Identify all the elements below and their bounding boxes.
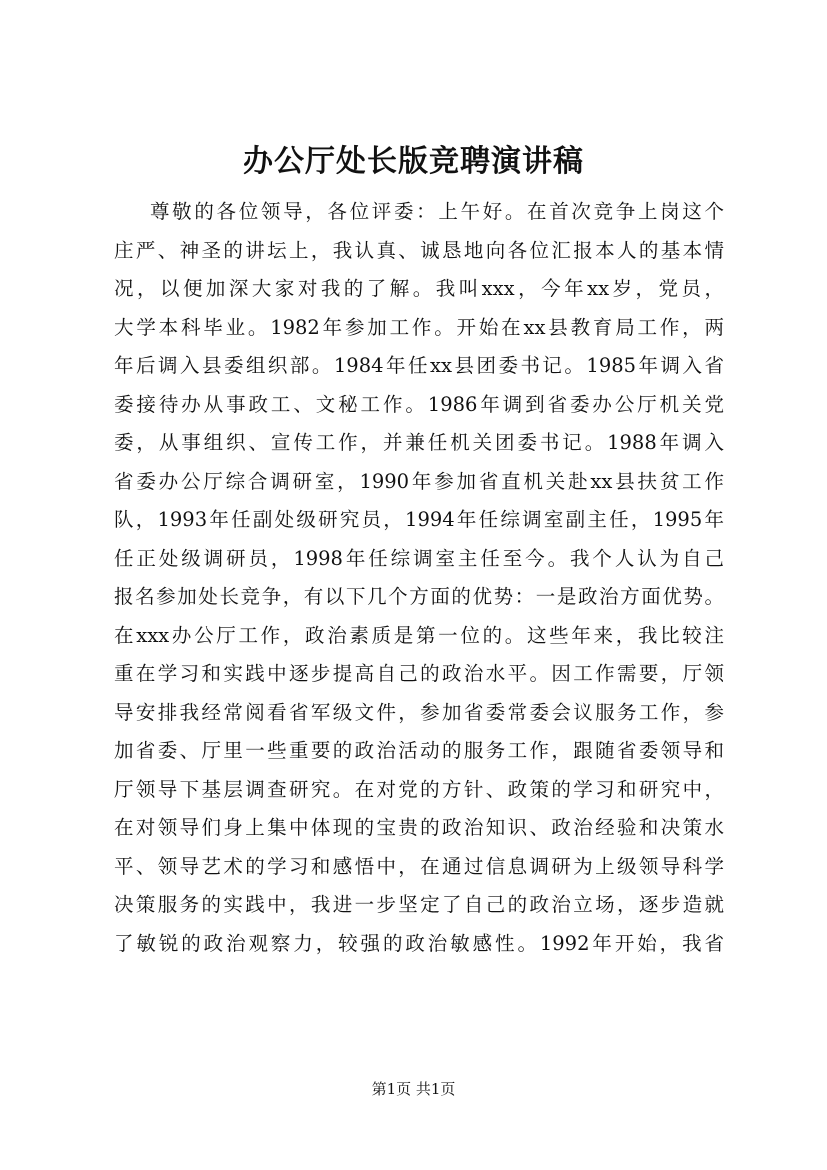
body-line: 在xxx办公厅工作，政治素质是第一位的。这些年来，我比较注 (114, 623, 724, 647)
document-body (114, 193, 724, 963)
document-title: 办公厅处长版竞聘演讲稿 (243, 144, 584, 179)
body-line: 厅领导下基层调查研究。在对党的方针、政策的学习和研究中， (114, 777, 724, 801)
body-line: 大学本科毕业。1982年参加工作。开始在xx县教育局工作，两 (114, 315, 724, 339)
body-line: 委接待办从事政工、文秘工作。1986年调到省委办公厅机关党 (114, 392, 724, 416)
body-line: 重在学习和实践中逐步提高自己的政治水平。因工作需要，厅领 (114, 662, 724, 685)
body-line: 平、领导艺术的学习和感悟中，在通过信息调研为上级领导科学 (114, 854, 724, 878)
body-line: 任正处级调研员，1998年任综调室主任至今。我个人认为自己 (114, 546, 724, 570)
page-footer (0, 1079, 827, 1099)
body-line: 委，从事组织、宣传工作，并兼任机关团委书记。1988年调入 (114, 431, 724, 454)
body-line: 在对领导们身上集中体现的宝贵的政治知识、政治经验和决策水 (114, 816, 724, 839)
body-line: 况，以便加深大家对我的了解。我叫xxx，今年xx岁，党员， (114, 277, 724, 300)
body-line: 年后调入县委组织部。1984年任xx县团委书记。1985年调入省 (114, 354, 724, 377)
body-line: 尊敬的各位领导，各位评委：上午好。在首次竞争上岗这个 (150, 200, 724, 223)
body-line: 报名参加处长竞争，有以下几个方面的优势：一是政治方面优势。 (114, 585, 724, 608)
body-line: 导安排我经常阅看省军级文件，参加省委常委会议服务工作，参 (114, 700, 724, 724)
page-number-label: 第1页 共1页 (371, 1080, 456, 1098)
body-line: 省委办公厅综合调研室，1990年参加省直机关赴xx县扶贫工作 (114, 469, 724, 493)
body-line: 庄严、神圣的讲坛上，我认真、诚恳地向各位汇报本人的基本情 (114, 238, 724, 262)
body-line: 队，1993年任副处级研究员，1994年任综调室副主任，1995年 (114, 508, 724, 531)
body-line: 决策服务的实践中，我进一步坚定了自己的政治立场，逐步造就 (114, 893, 724, 916)
body-line: 了敏锐的政治观察力，较强的政治敏感性。1992年开始，我省 (114, 931, 724, 955)
body-line: 加省委、厅里一些重要的政治活动的服务工作，跟随省委领导和 (114, 739, 724, 762)
